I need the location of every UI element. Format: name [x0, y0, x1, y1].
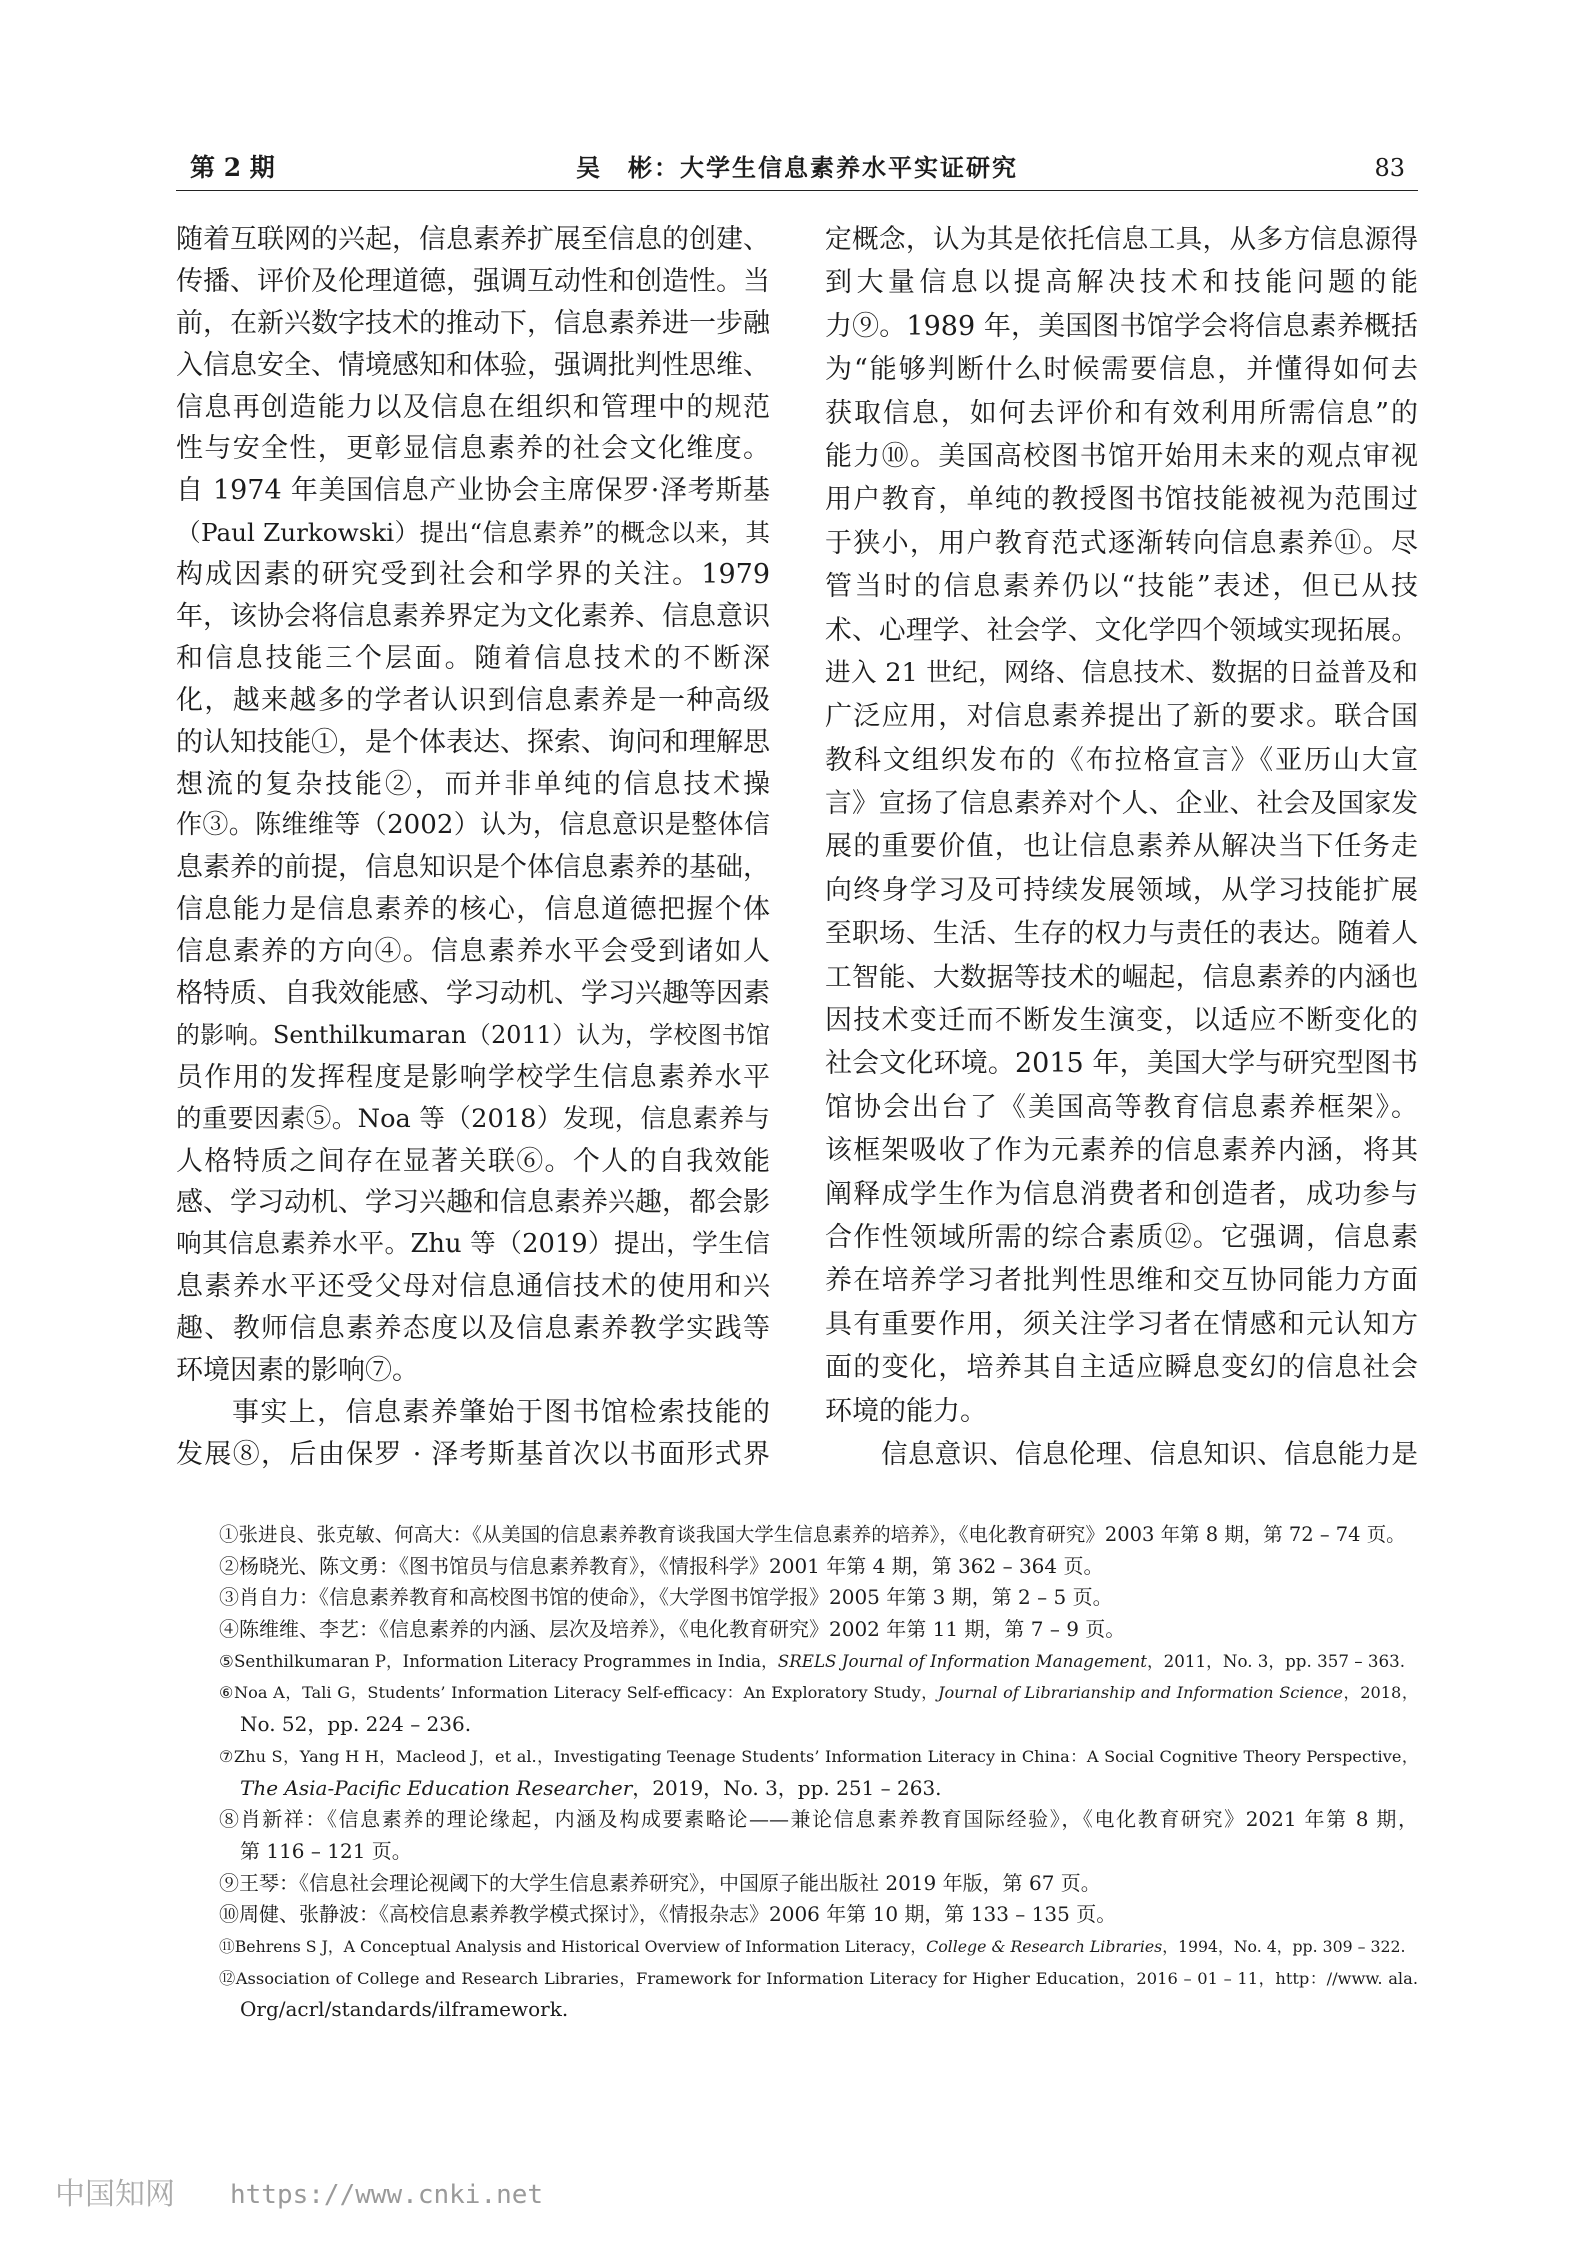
- body-line: 发展⑧，后由保罗 · 泽考斯基首次以书面形式界: [176, 1438, 770, 1470]
- body-line: 的影响。Senthilkumaran（2011）认为，学校图书馆: [176, 1020, 770, 1049]
- body-line: 自 1974 年美国信息产业协会主席保罗·泽考斯基: [176, 475, 770, 507]
- footnote-8-continued: [219, 1836, 1418, 1868]
- body-line: 年，该协会将信息素养界定为文化素养、信息意识: [176, 601, 770, 633]
- body-line: 展的重要价值，也让信息素养从解决当下任务走: [825, 831, 1418, 863]
- footnote-6-continued: [219, 1709, 1418, 1741]
- footnote-11: [219, 1931, 1418, 1963]
- footnote-text: ⑦Zhu S，Yang H H，Macleod J，et al.，Investigating Teenage Students’ Information Literacy in China：A Social Cognitive Theory Perspective，: [219, 1746, 1418, 1766]
- body-line: 传播、评价及伦理道德，强调互动性和创造性。当: [176, 265, 770, 297]
- body-line: 管当时的信息素养仍以“技能”表述，但已从技: [825, 571, 1418, 603]
- running-header: [176, 150, 1418, 191]
- body-line: 想流的复杂技能②，而并非单纯的信息技术操: [176, 768, 770, 800]
- body-line: 为“能够判断什么时候需要信息，并懂得如何去: [825, 354, 1418, 386]
- body-line: 向终身学习及可持续发展领域，从学习技能扩展: [825, 874, 1418, 906]
- body-line: 信息再创造能力以及信息在组织和管理中的规范: [176, 391, 770, 423]
- body-line: 该框架吸收了作为元素养的信息素养内涵，将其: [825, 1135, 1418, 1167]
- body-line: 的重要因素⑤。Noa 等（2018）发现，信息素养与: [176, 1103, 770, 1134]
- footnote-7: [219, 1741, 1418, 1773]
- body-line: 的认知技能①，是个体表达、探索、询问和理解思: [176, 726, 770, 758]
- footnote-journal-title: The Asia-Pacific Education Researcher: [240, 1775, 633, 1800]
- body-line: 构成因素的研究受到社会和学界的关注。1979: [176, 559, 770, 591]
- footnote-2: [219, 1551, 1418, 1583]
- body-line: 于狭小，用户教育范式逐渐转向信息素养⑪。尽: [825, 527, 1418, 559]
- body-line: 和信息技能三个层面。随着信息技术的不断深: [176, 642, 770, 674]
- body-line: 养在培养学习者批判性思维和交互协同能力方面: [825, 1265, 1418, 1297]
- body-line: 感、学习动机、学习兴趣和信息素养兴趣，都会影: [176, 1187, 770, 1219]
- footnote-text: ，1994，No. 4，pp. 309 – 322.: [1162, 1936, 1406, 1956]
- right-column: [825, 218, 1418, 1476]
- body-line: 获取信息，如何去评价和有效利用所需信息”的: [825, 397, 1418, 429]
- running-title: 吴 彬：大学生信息素养水平实证研究: [576, 153, 1018, 182]
- body-line: 化，越来越多的学者认识到信息素养是一种高级: [176, 684, 770, 716]
- body-line: 教科文组织发布的《布拉格宣言》《亚历山大宣: [825, 744, 1418, 776]
- footnote-12: [219, 1963, 1418, 1995]
- footnote-5: [219, 1646, 1418, 1678]
- body-line: 息素养水平还受父母对信息通信技术的使用和兴: [176, 1271, 770, 1303]
- body-line: 作③。陈维维等（2002）认为，信息意识是整体信: [176, 810, 770, 841]
- body-line: 信息能力是信息素养的核心，信息道德把握个体: [176, 894, 770, 926]
- footnote-text: ①张进良、张克敏、何高大：《从美国的信息素养教育谈我国大学生信息素养的培养》，《电化教育研究》2003 年第 8 期，第 72 – 74 页。: [219, 1523, 1406, 1546]
- body-line: 息素养的前提，信息知识是个体信息素养的基础，: [176, 852, 770, 884]
- page-number: 83: [1374, 154, 1405, 182]
- footnote-8: [219, 1804, 1418, 1836]
- paragraph-end-line: 环境因素的影响⑦。: [176, 1355, 419, 1387]
- body-line: 术、心理学、社会学、文化学四个领域实现拓展。: [825, 614, 1418, 646]
- body-line: 员作用的发挥程度是影响学校学生信息素养水平: [176, 1061, 770, 1093]
- body-line: 随着互联网的兴起，信息素养扩展至信息的创建、: [176, 224, 770, 255]
- footnote-text: ，2018，: [1342, 1683, 1418, 1703]
- body-line: 具有重要作用，须关注学习者在情感和元认知方: [825, 1308, 1418, 1340]
- footnote-text: No. 52，pp. 224 – 236.: [240, 1712, 472, 1737]
- footnote-4: [219, 1614, 1418, 1646]
- footnote-journal-title: College & Research Libraries: [926, 1936, 1163, 1956]
- body-line: 合作性领域所需的综合素质⑫。它强调，信息素: [825, 1221, 1418, 1253]
- footnote-9: [219, 1868, 1418, 1900]
- body-line: 馆协会出台了《美国高等教育信息素养框架》。: [825, 1091, 1418, 1123]
- issue-number: 第 2 期: [190, 153, 275, 182]
- footnote-text: ③肖自力：《信息素养教育和高校图书馆的使命》，《大学图书馆学报》2005 年第 3 期，第 2 – 5 页。: [219, 1585, 1113, 1610]
- body-line: 性与安全性，更彰显信息素养的社会文化维度。: [176, 433, 770, 465]
- footnote-text: ⑪Behrens S J，A Conceptual Analysis and Historical Overview of Information Literacy，: [219, 1936, 927, 1956]
- footnote-12-continued: [219, 1994, 1418, 2026]
- footnote-text: ⑤Senthilkumaran P，Information Literacy Programmes in India，: [219, 1650, 778, 1671]
- footnotes: [219, 1519, 1418, 2026]
- footnote-text: ⑧肖新祥：《信息素养的理论缘起，内涵及构成要素略论——兼论信息素养教育国际经验》，《电化教育研究》2021 年第 8 期，: [219, 1807, 1418, 1832]
- body-line: 广泛应用，对信息素养提出了新的要求。联合国: [825, 701, 1418, 733]
- body-line: 信息素养的方向④。信息素养水平会受到诸如人: [176, 936, 770, 968]
- footnote-text: Org/acrl/standards/ilframework.: [240, 1997, 569, 2022]
- footnote-text: 第 116 – 121 页。: [240, 1838, 412, 1863]
- cnki-watermark-url: https://www.cnki.net: [230, 2180, 544, 2210]
- body-line: 定概念，认为其是依托信息工具，从多方信息源得: [825, 224, 1418, 255]
- body-line: 力⑨。1989 年，美国图书馆学会将信息素养概括: [825, 310, 1418, 342]
- cnki-watermark-brand: 中国知网: [55, 2177, 175, 2212]
- footnote-text: ⑫Association of College and Research Libraries，Framework for Information Literacy for Higher Education，2016 – 01 – 11，http：//www. ala.: [219, 1968, 1418, 1988]
- footnote-text: ④陈维维、李艺：《信息素养的内涵、层次及培养》，《电化教育研究》2002 年第 11 期，第 7 – 9 页。: [219, 1617, 1126, 1642]
- footnote-journal-title: SRELS Journal of Information Management: [777, 1650, 1147, 1671]
- footnote-journal-title: Journal of Librarianship and Information Science: [937, 1683, 1343, 1703]
- paragraph-end-line: 环境的能力。: [825, 1395, 987, 1427]
- body-line: 到大量信息以提高解决技术和技能问题的能: [825, 267, 1418, 299]
- body-line: 格特质、自我效能感、学习动机、学习兴趣等因素: [176, 978, 770, 1010]
- footnote-text: ⑨王琴：《信息社会理论视阈下的大学生信息素养研究》，中国原子能出版社 2019 年版，第 67 页。: [219, 1870, 1101, 1895]
- footnote-text: ⑥Noa A，Tali G，Students’ Information Literacy Self-efficacy：An Exploratory Study，: [219, 1683, 938, 1703]
- body-line: 趣、教师信息素养态度以及信息素养教学实践等: [176, 1313, 770, 1345]
- body-line: 言》宣扬了信息素养对个人、企业、社会及国家发: [825, 788, 1418, 820]
- footnote-6: [219, 1677, 1418, 1709]
- body-line: 用户教育，单纯的教授图书馆技能被视为范围过: [825, 484, 1418, 516]
- body-line: 社会文化环境。2015 年，美国大学与研究型图书: [825, 1048, 1418, 1080]
- left-column: [176, 219, 770, 1476]
- body-line: 入信息安全、情境感知和体验，强调批判性思维、: [176, 349, 770, 381]
- footnote-text: ②杨晓光、陈文勇：《图书馆员与信息素养教育》，《情报科学》2001 年第 4 期，第 362 – 364 页。: [219, 1553, 1104, 1578]
- body-line: 至职场、生活、生存的权力与责任的表达。随着人: [825, 918, 1418, 950]
- body-line: 前，在新兴数字技术的推动下，信息素养进一步融: [176, 307, 770, 339]
- footnote-1: [219, 1519, 1418, 1551]
- footnote-text: ⑩周健、张静波：《高校信息素养教学模式探讨》，《情报杂志》2006 年第 10 期，第 133 – 135 页。: [219, 1902, 1117, 1927]
- footnote-3: [219, 1582, 1418, 1614]
- body-line: 因技术变迁而不断发生演变，以适应不断变化的: [825, 1005, 1418, 1037]
- body-line: 能力⑩。美国高校图书馆开始用未来的观点审视: [825, 440, 1418, 472]
- body-line: 响其信息素养水平。Zhu 等（2019）提出，学生信: [176, 1229, 770, 1260]
- footnote-text: ，2019，No. 3，pp. 251 – 263.: [632, 1775, 942, 1800]
- body-line: 面的变化，培养其自主适应瞬息变幻的信息社会: [825, 1352, 1418, 1384]
- body-line: （Paul Zurkowski）提出“信息素养”的概念以来，其: [176, 518, 770, 548]
- footnote-10: [219, 1899, 1418, 1931]
- body-line: 阐释成学生作为信息消费者和创造者，成功参与: [825, 1178, 1418, 1210]
- body-line: 进入 21 世纪，网络、信息技术、数据的日益普及和: [825, 657, 1418, 688]
- footnote-7-continued: [219, 1773, 1418, 1805]
- paragraph-first-line: 信息意识、信息伦理、信息知识、信息能力是: [881, 1438, 1418, 1470]
- footnote-text: ，2011，No. 3，pp. 357 – 363.: [1147, 1650, 1406, 1671]
- body-line: 工智能、大数据等技术的崛起，信息素养的内涵也: [825, 961, 1418, 993]
- paragraph-first-line: 事实上，信息素养肇始于图书馆检索技能的: [232, 1396, 770, 1428]
- body-line: 人格特质之间存在显著关联⑥。个人的自我效能: [176, 1145, 770, 1177]
